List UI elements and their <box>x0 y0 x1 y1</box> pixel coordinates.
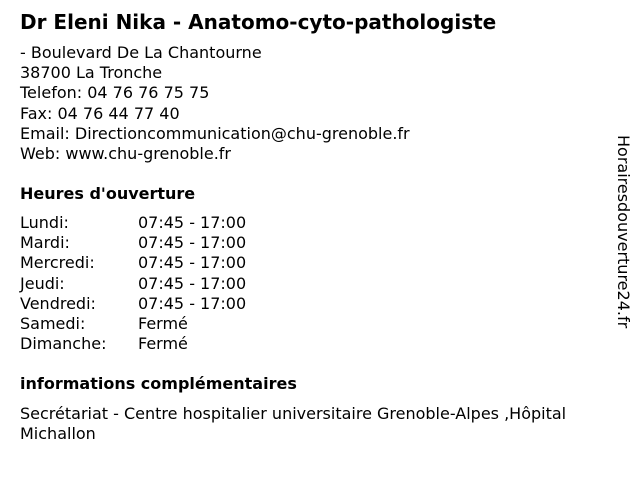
address-line: - Boulevard De La Chantourne <box>20 43 262 62</box>
day-label: Mercredi: <box>20 253 95 273</box>
time-value: Fermé <box>138 313 188 333</box>
day-label: Dimanche: <box>20 334 107 354</box>
day-label: Samedi: <box>20 313 86 333</box>
fax-line: Fax: 04 76 44 77 40 <box>20 103 180 123</box>
hours-heading: Heures d'ouverture <box>20 184 196 203</box>
time-value: 07:45 - 17:00 <box>138 233 247 253</box>
time-value: 07:45 - 17:00 <box>138 213 247 232</box>
day-label: Jeudi: <box>20 273 65 293</box>
email-line: Email: Directioncommunication@chu-grenoble.fr <box>20 123 410 143</box>
time-value: Fermé <box>138 334 188 354</box>
info-heading: informations complémentaires <box>20 374 297 393</box>
day-label: Lundi: <box>20 213 69 232</box>
day-label: Mardi: <box>20 233 70 253</box>
web-line: Web: www.chu-grenoble.fr <box>20 144 231 164</box>
telefon-line: Telefon: 04 76 76 75 75 <box>20 83 210 103</box>
time-value: 07:45 - 17:00 <box>138 253 247 273</box>
time-value: 07:45 - 17:00 <box>138 293 247 313</box>
side-watermark: Horairesdouverture24.fr <box>614 135 633 329</box>
page-title: Dr Eleni Nika - Anatomo-cyto-pathologiste <box>20 10 497 34</box>
city-line: 38700 La Tronche <box>20 63 163 83</box>
info-text: Secrétariat - Centre hospitalier universitaire Grenoble-Alpes ,Hôpital Michallon <box>20 404 567 443</box>
contact-block <box>20 43 410 164</box>
time-value: 07:45 - 17:00 <box>138 273 247 293</box>
day-label: Vendredi: <box>20 293 96 313</box>
